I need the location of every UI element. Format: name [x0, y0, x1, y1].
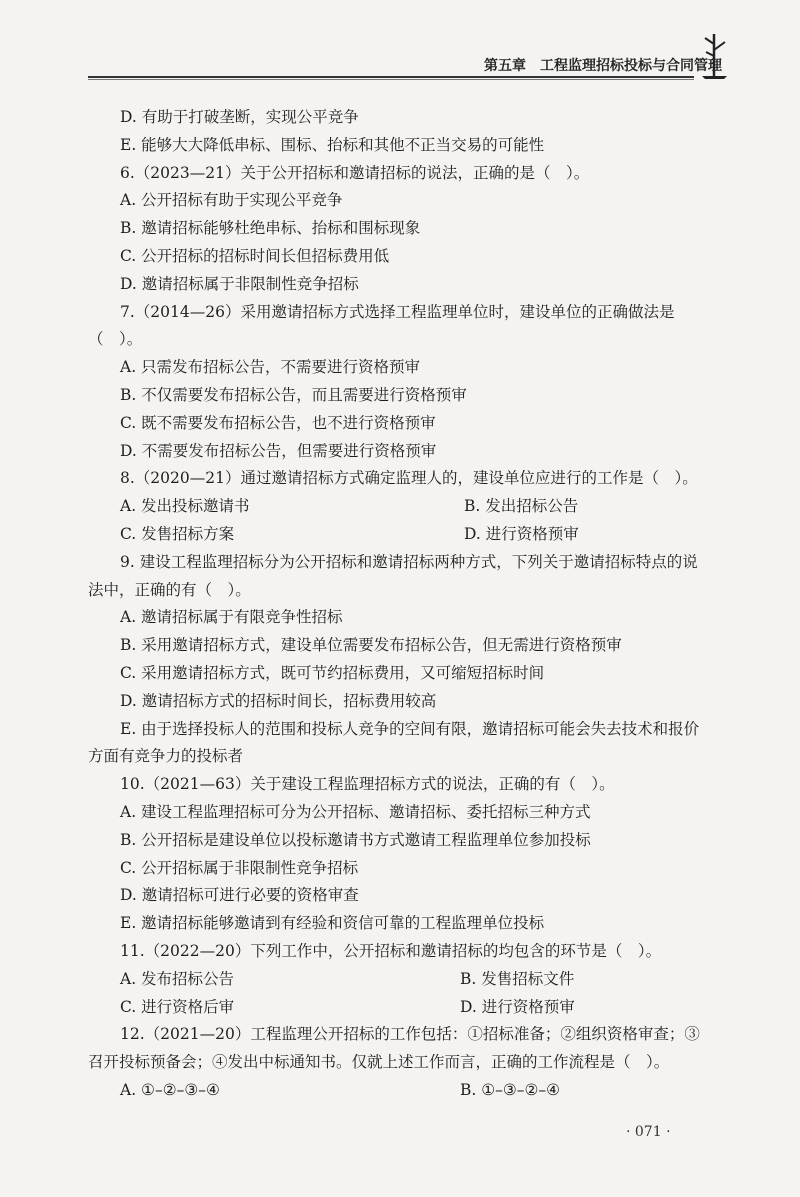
- q11-option-d: D. 进行资格预审: [460, 997, 575, 1016]
- q7-option-c: C. 既不需要发布招标公告，也不进行资格预审: [120, 413, 436, 432]
- header-rule-thin: [88, 79, 694, 80]
- option-text: E. 能够大大降低串标、围标、抬标和其他不正当交易的可能性: [120, 135, 545, 154]
- question-12: 12.（2021—20）工程监理公开招标的工作包括：①招标准备；②组织资格审查；③召开投标预备会；④发出中标通知书。仅就上述工作而言，正确的工作流程是（ ）。: [88, 1025, 700, 1072]
- q9-option-a: A. 邀请招标属于有限竞争性招标: [120, 608, 343, 627]
- header-rule: [88, 76, 694, 78]
- page-number: · 071 ·: [626, 1124, 671, 1140]
- q6-option-b: B. 邀请招标能够杜绝串标、抬标和围标现象: [120, 219, 421, 238]
- q7-option-a: A. 只需发布招标公告，不需要进行资格预审: [120, 358, 421, 377]
- q8-options-row: [88, 493, 700, 521]
- q7-option-d: D. 不需要发布招标公告，但需要进行资格预审: [120, 441, 437, 460]
- q11-options-row: [88, 966, 700, 994]
- question-9: 9. 建设工程监理招标分为公开招标和邀请招标两种方式，下列关于邀请招标特点的说法中，正确的有（ ）。: [88, 552, 698, 599]
- q11-option-a: A. 发布招标公告: [120, 969, 235, 988]
- q8-option-b: B. 发出招标公告: [464, 497, 579, 516]
- q11-option-b: B. 发售招标文件: [460, 969, 575, 988]
- question-8: 8.（2020—21）通过邀请招标方式确定监理人的，建设单位应进行的工作是（ ）。: [120, 469, 698, 488]
- q9-option-b: B. 采用邀请招标方式，建设单位需要发布招标公告，但无需进行资格预审: [120, 636, 622, 655]
- q9-option-e: E. 由于选择投标人的范围和投标人竞争的空间有限，邀请招标可能会失去技术和报价方面有竞争力的投标者: [88, 719, 700, 766]
- q8-option-c: C. 发售招标方案: [120, 524, 235, 543]
- question-list: [88, 104, 700, 1105]
- chapter-header: 第五章 工程监理招标投标与合同管理: [484, 58, 722, 74]
- q6-option-d: D. 邀请招标属于非限制性竞争招标: [120, 274, 359, 293]
- q12-option-a: A. ①–②–③–④: [120, 1080, 220, 1099]
- q7-option-b: B. 不仅需要发布招标公告，而且需要进行资格预审: [120, 385, 467, 404]
- q8-option-a: A. 发出投标邀请书: [120, 497, 250, 516]
- q9-option-d: D. 邀请招标方式的招标时间长，招标费用较高: [120, 691, 437, 710]
- q6-option-a: A. 公开招标有助于实现公平竞争: [120, 191, 343, 210]
- q10-option-a: A. 建设工程监理招标可分为公开招标、邀请招标、委托招标三种方式: [120, 802, 591, 821]
- question-7: 7.（2014—26）采用邀请招标方式选择工程监理单位时，建设单位的正确做法是（ ）。: [88, 302, 675, 349]
- q8-options-row: [88, 521, 700, 549]
- q9-option-c: C. 采用邀请招标方式，既可节约招标费用，又可缩短招标时间: [120, 663, 545, 682]
- q11-options-row: [88, 994, 700, 1022]
- q6-option-c: C. 公开招标的招标时间长但招标费用低: [120, 246, 390, 265]
- q12-option-b: B. ①–③–②–④: [460, 1080, 561, 1099]
- q10-option-b: B. 公开招标是建设单位以投标邀请书方式邀请工程监理单位参加投标: [120, 830, 591, 849]
- q11-option-c: C. 进行资格后审: [120, 997, 235, 1016]
- option-text: D. 有助于打破垄断，实现公平竞争: [120, 108, 359, 126]
- q12-options-row: [88, 1077, 700, 1105]
- q10-option-c: C. 公开招标属于非限制性竞争招标: [120, 858, 359, 877]
- question-10: 10.（2021—63）关于建设工程监理招标方式的说法，正确的有（ ）。: [120, 775, 615, 794]
- question-11: 11.（2022—20）下列工作中，公开招标和邀请招标的均包含的环节是（ ）。: [120, 941, 662, 960]
- tree-ornament-icon: [697, 32, 731, 80]
- q8-option-d: D. 进行资格预审: [464, 524, 579, 543]
- q10-option-e: E. 邀请招标能够邀请到有经验和资信可靠的工程监理单位投标: [120, 914, 545, 933]
- q10-option-d: D. 邀请招标可进行必要的资格审查: [120, 886, 359, 905]
- question-6: 6.（2023—21）关于公开招标和邀请招标的说法，正确的是（ ）。: [120, 163, 590, 182]
